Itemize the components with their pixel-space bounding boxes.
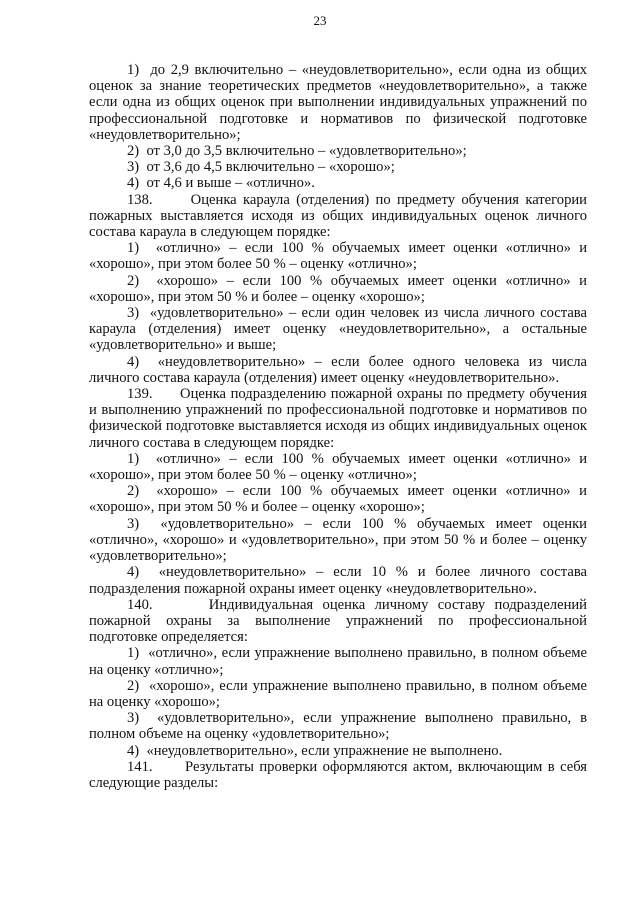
paragraph-138-item-1: 1) «отлично» – если 100 % обучаемых имеет оценки «отлично» и «хорошо», при этом более 50 % – оценку «отлично»; (89, 240, 587, 273)
paragraph-139-item-4: 4) «неудовлетворительно» – если 10 % и более личного состава подразделения пожарной охраны имеет оценку «неудовлетворительно». (89, 564, 587, 597)
paragraph-139-item-1: 1) «отлично» – если 100 % обучаемых имеет оценки «отлично» и «хорошо», при этом более 50 % – оценку «отлично»; (89, 450, 587, 484)
paragraph-criteria-4: 4) от 4,6 и выше – «отлично». (127, 175, 315, 192)
paragraph-clause-138: 138. Оценка караула (отделения) по предмету обучения категории пожарных выставляется исходя из общих индивидуальных оценок личного состава караула в следующем порядке: (89, 191, 587, 241)
paragraph-criteria-1: 1) до 2,9 включительно – «неудовлетворительно», если одна из общих оценок за знание теоретических предметов «неудовлетворительно», а также если одна из общих оценок при выполнении индивидуальных упражнений по профессиональной подготовке и нормативов по физической подготовке «неудовлетворительно»; (89, 62, 587, 143)
paragraph-140-item-1: 1) «отлично», если упражнение выполнено правильно, в полном объеме на оценку «отлично»; (89, 645, 587, 678)
paragraph-138-item-2: 2) «хорошо» – если 100 % обучаемых имеет оценки «отлично» и «хорошо», при этом 50 % и более – оценку «хорошо»; (89, 272, 587, 305)
paragraph-138-item-3: 3) «удовлетворительно» – если один человек из числа личного состава караула (отделения) имеет оценку «неудовлетворительно», а остальные «удовлетворительно» и выше; (89, 305, 587, 354)
page-number: 23 (313, 13, 327, 28)
paragraph-140-item-4: 4) «неудовлетворительно», если упражнение не выполнено. (127, 742, 503, 759)
paragraph-clause-139: 139. Оценка подразделению пожарной охраны по предмету обучения и выполнению упражнений по профессиональной подготовке и нормативов по физической подготовке выставляется исходя из общих индивидуальных оценок личного состава в следующем порядке: (89, 386, 587, 451)
paragraph-140-item-3: 3) «удовлетворительно», если упражнение выполнено правильно, в полном объеме на оценку «удовлетворительно»; (89, 710, 587, 743)
document-body (89, 62, 587, 791)
paragraph-criteria-2: 2) от 3,0 до 3,5 включительно – «удовлетворительно»; (127, 143, 467, 160)
paragraph-139-item-3: 3) «удовлетворительно» – если 100 % обучаемых имеет оценки «отлично», «хорошо» и «удовлетворительно», при этом 50 % и более – оценку «удовлетворительно»; (89, 515, 587, 565)
paragraph-139-item-2: 2) «хорошо» – если 100 % обучаемых имеет оценки «отлично» и «хорошо», при этом 50 % и более – оценку «хорошо»; (89, 483, 587, 516)
paragraph-140-item-2: 2) «хорошо», если упражнение выполнено правильно, в полном объеме на оценку «хорошо»; (89, 677, 587, 710)
paragraph-clause-140: 140. Индивидуальная оценка личному составу подразделений пожарной охраны за выполнение упражнений по профессиональной подготовке определяется: (89, 596, 587, 646)
paragraph-criteria-3: 3) от 3,6 до 4,5 включительно – «хорошо»; (127, 159, 395, 176)
paragraph-clause-141: 141. Результаты проверки оформляются актом, включающим в себя следующие разделы: (89, 758, 587, 791)
paragraph-138-item-4: 4) «неудовлетворительно» – если более одного человека из числа личного состава караула (отделения) имеет оценку «неудовлетворительно». (89, 353, 587, 386)
